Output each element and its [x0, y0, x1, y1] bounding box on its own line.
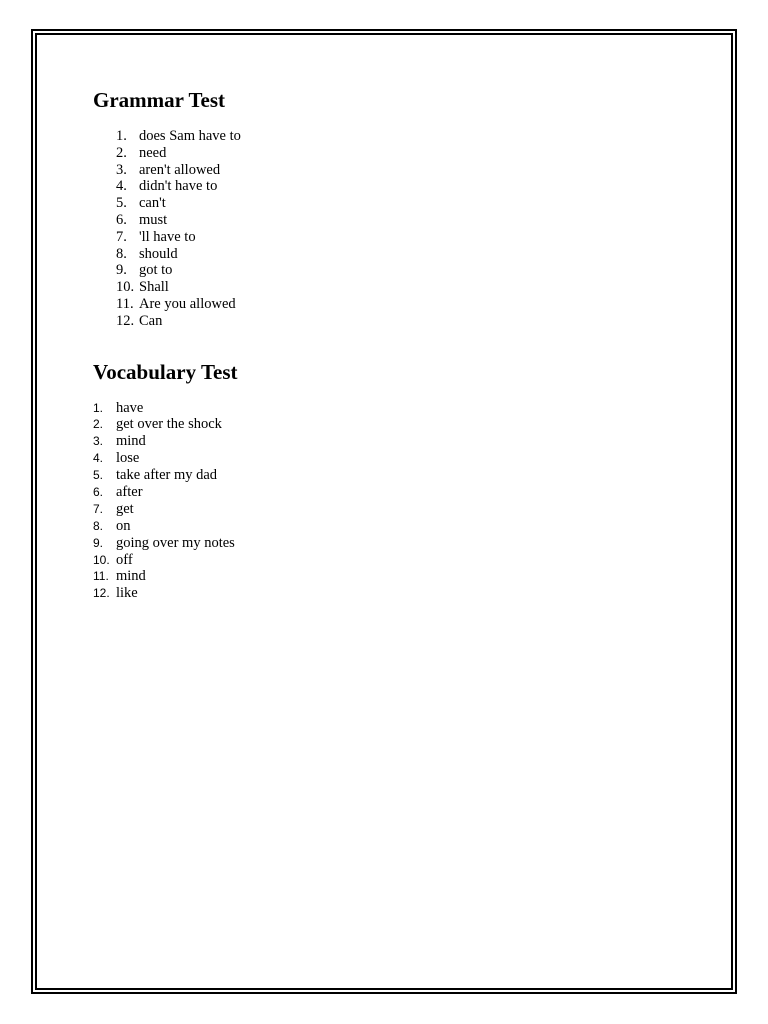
item-answer: take after my dad: [116, 467, 218, 484]
item-number: 5.: [116, 195, 127, 212]
item-number: 1.: [93, 400, 104, 415]
grammar-list-item: [93, 246, 693, 263]
item-number: 11.: [116, 295, 134, 312]
item-answer: get: [116, 500, 134, 517]
vocabulary-list-item: [93, 568, 693, 585]
vocabulary-test-heading: Vocabulary Test: [93, 359, 238, 384]
item-number: 5.: [93, 468, 104, 483]
document-content: [93, 88, 693, 602]
item-answer: Shall: [139, 279, 169, 296]
grammar-list-item: [93, 296, 693, 313]
grammar-list-item: [93, 229, 693, 246]
item-answer: 'll have to: [139, 228, 196, 245]
vocabulary-list-item: [93, 450, 693, 467]
item-number: 9.: [93, 535, 104, 550]
item-answer: have: [116, 399, 144, 416]
vocabulary-list-item: [93, 484, 693, 501]
item-number: 2.: [93, 417, 104, 432]
item-answer: Can: [139, 312, 163, 329]
item-number: 10.: [116, 279, 135, 296]
grammar-list-item: [93, 313, 693, 330]
grammar-list-item: [93, 128, 693, 145]
item-answer: off: [116, 551, 133, 568]
vocabulary-list-item: [93, 535, 693, 552]
item-answer: does Sam have to: [139, 128, 241, 144]
vocabulary-list-item: [93, 433, 693, 450]
vocabulary-list-item: [93, 518, 693, 535]
item-number: 11.: [93, 569, 109, 584]
grammar-list-item: [93, 279, 693, 296]
grammar-answer-list: [93, 128, 693, 330]
item-answer: mind: [116, 568, 146, 585]
item-number: 12.: [116, 312, 135, 329]
vocabulary-list-item: [93, 585, 693, 602]
item-answer: didn't have to: [139, 178, 218, 195]
item-answer: like: [116, 585, 138, 602]
item-number: 6.: [116, 211, 127, 228]
grammar-list-item: [93, 178, 693, 195]
item-answer: mind: [116, 433, 146, 450]
item-number: 3.: [116, 161, 127, 178]
item-number: 12.: [93, 586, 110, 601]
item-number: 1.: [116, 128, 127, 144]
vocabulary-list-item: [93, 552, 693, 569]
grammar-test-heading: Grammar Test: [93, 88, 226, 112]
item-answer: should: [139, 245, 178, 262]
item-number: 8.: [116, 245, 127, 262]
item-number: 4.: [116, 178, 127, 195]
item-number: 6.: [93, 485, 104, 500]
item-number: 8.: [93, 518, 104, 533]
grammar-list-item: [93, 145, 693, 162]
grammar-list-item: [93, 195, 693, 212]
item-answer: going over my notes: [116, 534, 235, 551]
item-answer: aren't allowed: [139, 161, 221, 178]
grammar-list-item: [93, 162, 693, 179]
grammar-list-item: [93, 212, 693, 229]
vocabulary-answer-list: [93, 400, 693, 603]
item-number: 7.: [116, 228, 127, 245]
item-answer: can't: [139, 195, 166, 212]
item-answer: got to: [139, 262, 173, 279]
item-answer: get over the shock: [116, 416, 222, 433]
vocabulary-list-item: [93, 501, 693, 518]
grammar-list-item: [93, 262, 693, 279]
item-answer: must: [139, 211, 168, 228]
item-answer: after: [116, 484, 143, 501]
vocabulary-list-item: [93, 400, 693, 417]
item-answer: lose: [116, 450, 140, 467]
item-answer: on: [116, 517, 131, 534]
item-number: 4.: [93, 451, 104, 466]
item-number: 9.: [116, 262, 127, 279]
vocabulary-list-item: [93, 467, 693, 484]
item-number: 3.: [93, 434, 104, 449]
item-answer: Are you allowed: [139, 295, 236, 312]
item-number: 10.: [93, 552, 110, 567]
item-number: 2.: [116, 144, 127, 161]
item-number: 7.: [93, 501, 104, 516]
item-answer: need: [139, 144, 167, 161]
vocabulary-list-item: [93, 416, 693, 433]
